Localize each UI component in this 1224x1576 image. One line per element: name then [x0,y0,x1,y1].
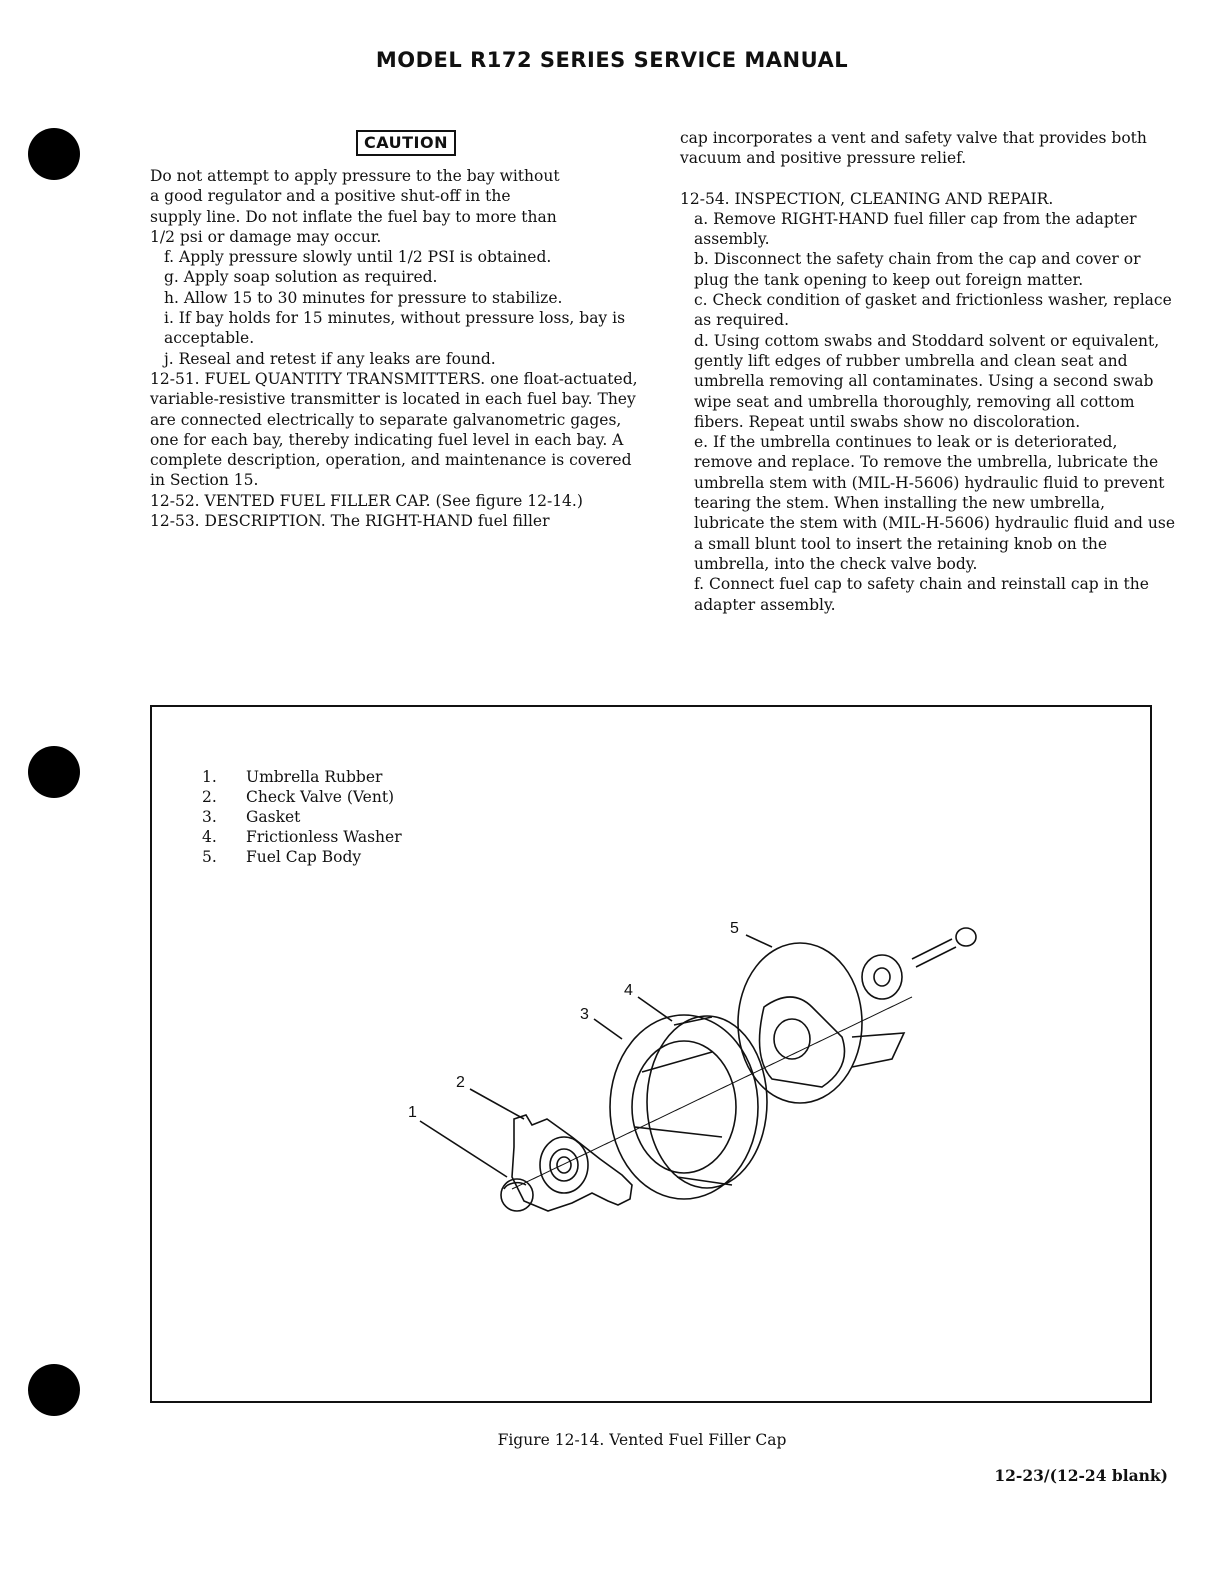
binder-hole [28,746,80,798]
exploded-view-diagram [152,707,1150,1401]
callout-5: 5 [730,920,739,937]
screw-part [862,928,976,999]
step: d. Using cottom swabs and Stoddard solvent or equivalent, gently lift edges of rubber umbrella and clean seat and umbrella removing all contaminates. Using a second swab wipe seat and umbrella thoroughly, removing all cottom fibers. Repeat until swabs show no discoloration. [694,331,1160,431]
legend-item: 4. Frictionless Washer [202,828,402,846]
page-header: MODEL R172 SERIES SERVICE MANUAL [375,48,849,72]
binder-hole [28,1364,80,1416]
figure-frame [150,705,1152,1403]
callout-leader-4 [638,997,672,1021]
right-column [680,128,1180,615]
legend-item: 2. Check Valve (Vent) [202,788,395,806]
callout-2: 2 [456,1074,465,1091]
step: f. Apply pressure slowly until 1/2 PSI is obtained. [164,248,552,267]
callout-1: 1 [408,1104,417,1121]
step: e. If the umbrella continues to leak or is deteriorated, remove and replace. To remove the umbrella, lubricate the umbrella stem with (MIL-H-5606) hydraulic fluid to prevent tearing the stem. When installing the new umbrella, lubricate the stem with (MIL-H-5606) hydraulic fluid and use a small blunt tool to insert the retaining knob on the umbrella, into the check valve body. [694,433,1176,573]
caution-label: CAUTION [356,130,456,156]
legend-item: 5. Fuel Cap Body [202,848,362,866]
step: h. Allow 15 to 30 minutes for pressure to stabilize. [164,288,563,307]
step: c. Check condition of gasket and frictionless washer, replace as required. [694,291,1172,330]
paragraph-12-53-cont: cap incorporates a vent and safety valve that provides both vacuum and positive pressure relief. [680,129,1147,168]
callout-3: 3 [580,1006,589,1023]
fuel-cap-body-part [738,943,904,1103]
section-title-12-54: 12-54. INSPECTION, CLEANING AND REPAIR. [680,189,1054,208]
callout-leader-5 [746,935,772,947]
step: i. If bay holds for 15 minutes, without pressure loss, bay is acceptable. [164,309,626,348]
page-number: 12-23/(12-24 blank) [994,1466,1168,1485]
binder-hole [28,128,80,180]
callout-leader-1 [420,1121,507,1177]
check-valve-part [512,1115,632,1211]
figure-caption: Figure 12-14. Vented Fuel Filler Cap [497,1431,787,1449]
legend-item: 1. Umbrella Rubber [202,768,383,786]
legend-item: 3. Gasket [202,808,301,826]
paragraph-12-53: 12-53. DESCRIPTION. The RIGHT-HAND fuel filler [150,512,550,531]
step: a. Remove RIGHT-HAND fuel filler cap from the adapter assembly. [694,209,1137,249]
callout-leader-3 [594,1019,622,1039]
gasket-part [610,1015,758,1199]
step: f. Connect fuel cap to safety chain and reinstall cap in the adapter assembly. [694,575,1149,614]
left-column [150,130,640,531]
step: b. Disconnect the safety chain from the cap and cover or plug the tank opening to keep out foreign matter. [694,250,1141,289]
paragraph-12-52: 12-52. VENTED FUEL FILLER CAP. (See figure 12-14.) [150,491,583,510]
step: g. Apply soap solution as required. [164,268,438,287]
umbrella-rubber-part [501,1179,533,1211]
frictionless-washer-part [647,1016,767,1188]
callout-leader-2 [470,1089,524,1119]
paragraph-12-51: 12-51. FUEL QUANTITY TRANSMITTERS. one float-actuated, variable-resistive transmitter is located in each fuel bay. They are connected electrically to separate galvanometric gages, one for each bay, thereby indicating fuel level in each bay. A complete description, operation, and maintenance is covered in Section 15. [150,369,638,490]
callout-4: 4 [624,982,633,999]
caution-text: Do not attempt to apply pressure to the bay without a good regulator and a positive shut-off in the supply line. Do not inflate the fuel bay to more than 1/2 psi or damage may occur. [150,167,560,246]
step: j. Reseal and retest if any leaks are found. [164,349,496,368]
